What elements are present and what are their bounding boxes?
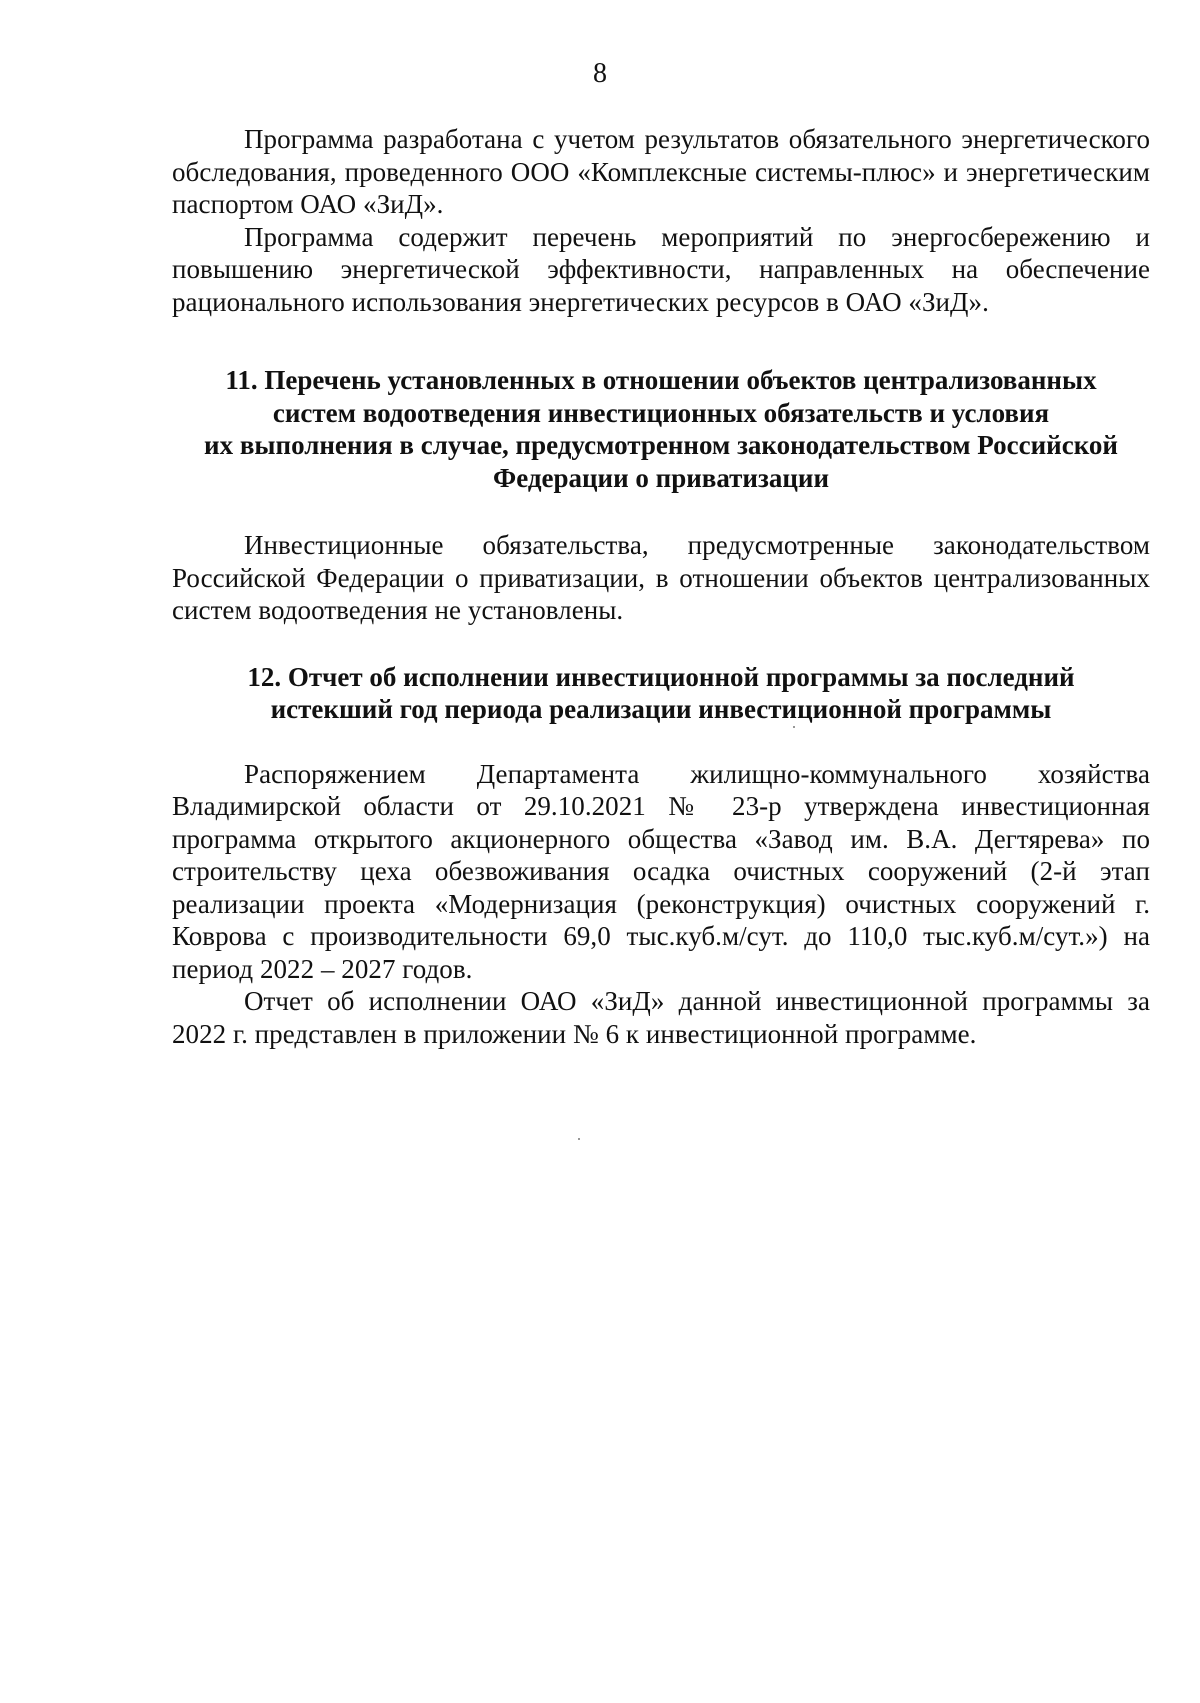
section-11-heading-line: систем водоотведения инвестиционных обязательств и условия [272,397,1050,428]
scan-speck [793,726,795,728]
intro-paragraph-2: Программа содержит перечень мероприятий по энергосбережению и повышению энергетической эффективности, направленных на обеспечение рационального использования энергетических ресурсов в ОАО «ЗиД». [172,221,1150,317]
section-12-heading [172,661,1150,726]
section-12-paragraph-1: Распоряжением Департамента жилищно-коммунального хозяйства Владимирской области от 29.10.2021 № 23-р утверждена инвестиционная программа открытого акционерного общества «Завод им. В.А. Дегтярева» по строительству цеха обезвоживания осадка очистных сооружений (2-й этап реализации проекта «Модернизация (реконструкция) очистных сооружений г. Коврова с производительности 69,0 тыс.куб.м/сут. до 110,0 тыс.куб.м/сут.») на период 2022 – 2027 годов. [172,758,1150,984]
section-11-heading-line: их выполнения в случае, предусмотренном законодательством Российской [204,430,1118,460]
page-content [172,123,1150,1050]
section-11-heading-line: 11. Перечень установленных в отношении объектов централизованных [225,365,1097,395]
section-12-heading-line: истекший год периода реализации инвестиционной программы [270,694,1052,724]
section-11-paragraph: Инвестиционные обязательства, предусмотренные законодательством Российской Федерации о приватизации, в отношении объектов централизованных систем водоотведения не установлены. [172,530,1150,625]
intro-paragraph-1: Программа разработана с учетом результатов обязательного энергетического обследования, проведенного ООО «Комплексные системы-плюс» и энергетическим паспортом ОАО «ЗиД». [172,124,1150,219]
scan-speck [578,1138,580,1140]
section-11-heading [172,364,1150,494]
section-12-heading-line: 12. Отчет об исполнении инвестиционной программы за последний [247,661,1075,692]
section-11-heading-line: Федерации о приватизации [493,462,829,493]
section-12-paragraph-2: Отчет об исполнении ОАО «ЗиД» данной инвестиционной программы за 2022 г. представлен в приложении № 6 к инвестиционной программе. [172,986,1150,1049]
page-number: 8 [593,58,607,89]
